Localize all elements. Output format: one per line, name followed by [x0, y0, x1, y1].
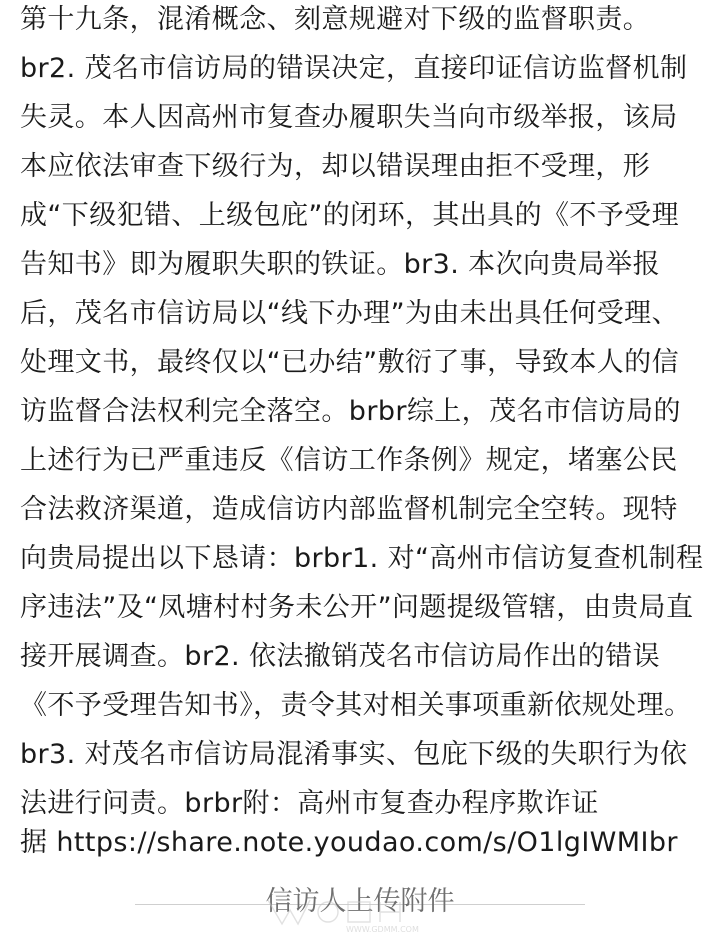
- text-line-link[interactable]: 据 https://share.note.youdao.com/s/O1lgIWMIbr: [20, 827, 678, 858]
- attachments-heading: 信访人上传附件: [265, 886, 455, 917]
- text-line: 向贵局提出以下恳请：brbr1. 对“高州市信访复查机制程: [20, 543, 704, 574]
- text-line: 告知书》即为履职失职的铁证。br3. 本次向贵局举报: [20, 249, 660, 280]
- attachments-footer: [0, 868, 720, 937]
- site-watermark-logo: [262, 890, 462, 934]
- text-line: 第十九条，混淆概念、刻意规避对下级的监督职责。: [20, 4, 651, 35]
- text-line: 失灵。本人因高州市复查办履职失当向市级举报，该局: [20, 102, 678, 133]
- text-line: 上述行为已严重违反《信访工作条例》规定，堵塞公民: [20, 445, 678, 476]
- text-line: 接开展调查。br2. 依法撤销茂名市信访局作出的错误: [20, 641, 660, 672]
- text-line: 本应依法审查下级行为，却以错误理由拒不受理，形: [20, 151, 651, 182]
- text-line: 处理文书，最终仅以“已办结”敷衍了事，导致本人的信: [20, 347, 679, 378]
- text-line: 合法救济渠道，造成信访内部监督机制完全空转。现特: [20, 494, 678, 525]
- text-line: 序违法”及“凤塘村村务未公开”问题提级管辖，由贵局直: [20, 592, 694, 623]
- text-line: 法进行问责。brbr附：高州市复查办程序欺诈证: [20, 788, 599, 819]
- text-line: 访监督合法权利完全落空。brbr综上，茂名市信访局的: [20, 396, 681, 427]
- text-line: br3. 对茂名市信访局混淆事实、包庇下级的失职行为依: [20, 739, 688, 770]
- text-line: br2. 茂名市信访局的错误决定，直接印证信访监督机制: [20, 53, 688, 84]
- text-line: 成“下级犯错、上级包庇”的闭环，其出具的《不予受理: [20, 200, 679, 231]
- watermark-text: WWW.GDMM.COM: [346, 925, 419, 934]
- text-line: 后，茂名市信访局以“线下办理”为由未出具任何受理、: [20, 298, 679, 329]
- text-line: 《不予受理告知书》，责令其对相关事项重新依规处理。: [20, 690, 692, 721]
